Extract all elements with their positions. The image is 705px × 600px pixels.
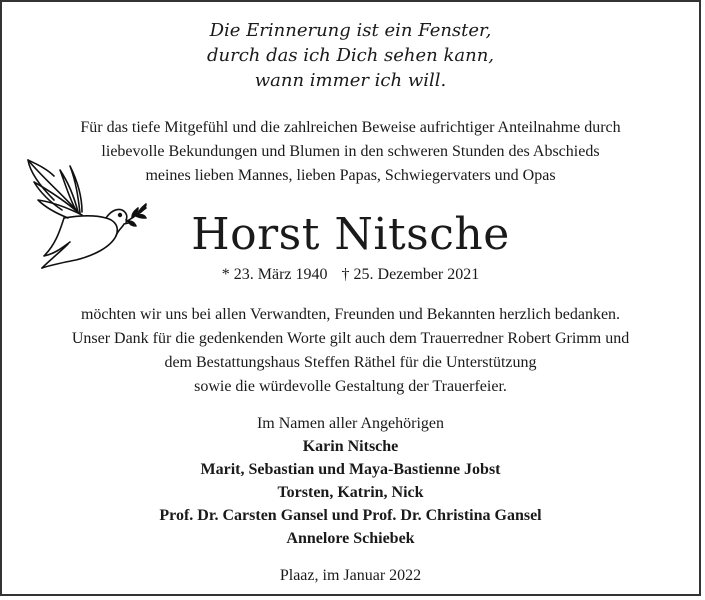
- thanks-body: [2, 303, 699, 399]
- quote-line: wann immer ich will.: [254, 70, 447, 91]
- signers-intro: Im Namen aller Angehörigen: [256, 415, 445, 432]
- deceased-name: Horst Nitsche: [191, 209, 510, 260]
- intro-line: meines lieben Mannes, lieben Papas, Schwiegervaters und Opas: [145, 167, 556, 184]
- signer-name: Annelore Schiebek: [286, 530, 415, 547]
- intro-line: Für das tiefe Mitgefühl und die zahlreichen Beweise aufrichtiger Anteilnahme durch: [80, 119, 621, 136]
- body-line: sowie die würdevolle Gestaltung der Trauerfeier.: [194, 378, 507, 395]
- signers-block: [2, 412, 699, 550]
- signer-name: Marit, Sebastian und Maya-Bastienne Jobst: [200, 461, 501, 478]
- signer-name: Karin Nitsche: [302, 438, 399, 455]
- body-line: möchten wir uns bei allen Verwandten, Freunden und Bekannten herzlich bedanken.: [80, 306, 621, 323]
- signer-name: Torsten, Katrin, Nick: [277, 484, 424, 501]
- memorial-quote: [2, 18, 699, 93]
- place-and-date: Plaaz, im Januar 2022: [279, 567, 422, 584]
- signer-name: Prof. Dr. Carsten Gansel und Prof. Dr. Christina Gansel: [159, 507, 542, 524]
- body-line: dem Bestattungshaus Steffen Räthel für die Unterstützung: [164, 354, 537, 371]
- quote-line: durch das ich Dich sehen kann,: [206, 45, 495, 66]
- intro-line: liebevolle Bekundungen und Blumen in den schweren Stunden des Abschieds: [101, 143, 600, 160]
- birth-date: * 23. März 1940: [221, 266, 328, 283]
- life-dates: [2, 264, 699, 286]
- body-line: Unser Dank für die gedenkenden Worte gilt auch dem Trauerredner Robert Grimm und: [71, 330, 630, 347]
- death-date: † 25. Dezember 2021: [341, 266, 480, 283]
- quote-line: Die Erinnerung ist ein Fenster,: [209, 20, 492, 41]
